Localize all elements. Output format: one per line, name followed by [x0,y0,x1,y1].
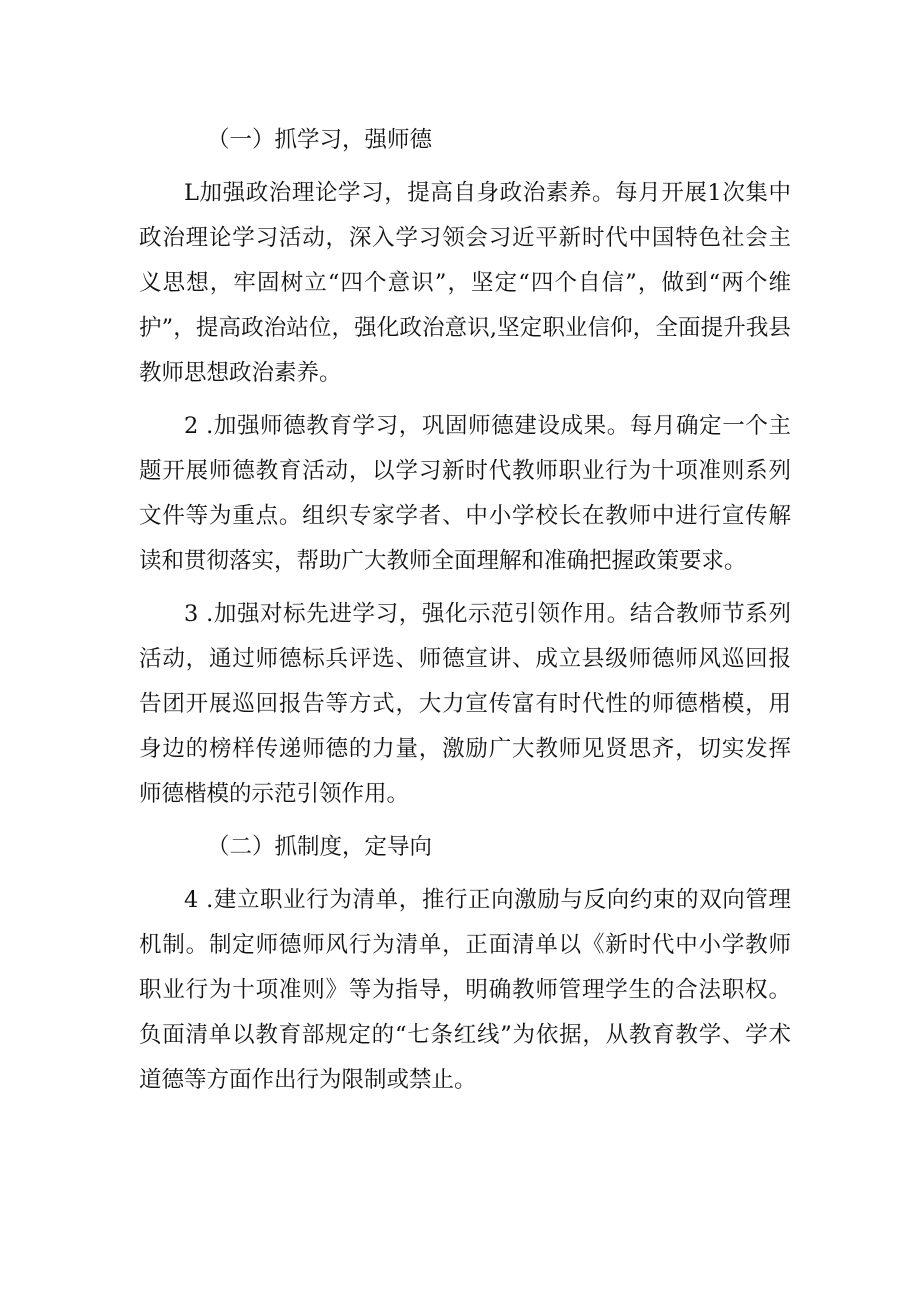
paragraph-item-1: L加强政治理论学习，提高自身政治素养。每月开展1次集中政治理论学习活动，深入学习领会习近平新时代中国特色社会主义思想，牢固树立“四个意识”，坚定“四个自信”，做到“两个维护”，提高政治站位，强化政治意识,坚定职业信仰，全面提升我县教师思想政治素养。 [139,180,791,386]
paragraph-item-2: 2 .加强师德教育学习，巩固师德建设成果。每月确定一个主题开展师德教育活动，以学习新时代教师职业行为十项准则系列文件等为重点。组织专家学者、中小学校长在教师中进行宣传解读和贯彻落实，帮助广大教师全面理解和准确把握政策要求。 [139,413,791,574]
paragraph-item-3: 3 .加强对标先进学习，强化示范引领作用。结合教师节系列活动，通过师德标兵评选、师德宣讲、成立县级师德师风巡回报告团开展巡回报告等方式，大力宣传富有时代性的师德楷模，用身边的榜样传递师德的力量，激励广大教师见贤思齐，切实发挥师德楷模的示范引领作用。 [139,601,791,807]
section-heading-system: （二）抓制度，定导向 [207,834,433,860]
section-heading-study: （一）抓学习，强师德 [207,127,433,153]
paragraph-item-4: 4 .建立职业行为清单，推行正向激励与反向约束的双向管理机制。制定师德师风行为清单，正面清单以《新时代中小学教师职业行为十项准则》等为指导，明确教师管理学生的合法职权。负面清单以教育部规定的“七条红线”为依据，从教育教学、学术道德等方面作出行为限制或禁止。 [139,887,791,1093]
document-body [139,118,791,1103]
